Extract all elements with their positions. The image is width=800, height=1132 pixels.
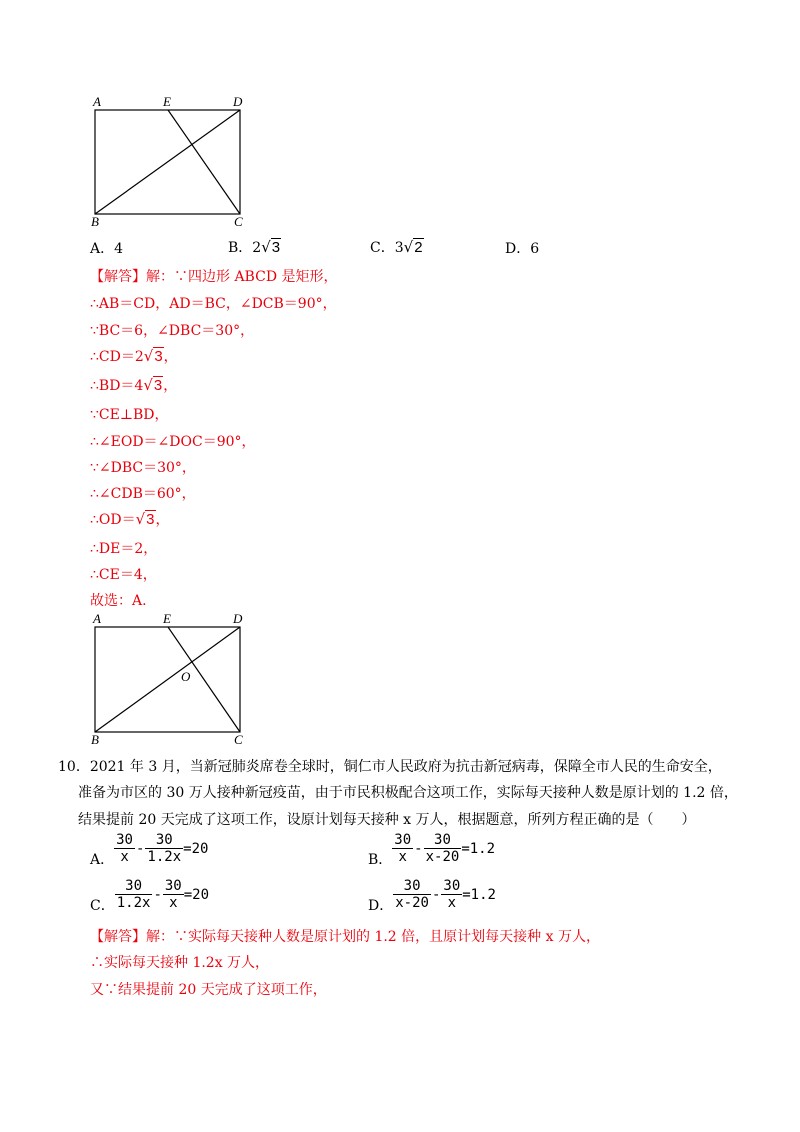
solution-line-5-radicand: 3: [153, 377, 163, 394]
numerator: 30: [394, 832, 412, 848]
solution-line-4-suffix: ，: [163, 349, 178, 365]
choice-a-value: 4: [114, 241, 124, 257]
q10-choice-b-letter: B．: [368, 852, 393, 868]
choice-d-value: 6: [530, 241, 540, 257]
label-a: A: [93, 94, 101, 109]
solution-line-1: 【解答】解：∵四边形 ABCD 是矩形，: [90, 269, 338, 285]
solution-line-12: ∴CE＝4，: [90, 567, 157, 583]
choice-b-radicand: 3: [271, 239, 281, 256]
choice-b-coef: 2: [252, 240, 262, 256]
q10-choice-b: [368, 832, 495, 869]
solution-line-5-suffix: ，: [163, 378, 178, 394]
fraction: [441, 878, 462, 911]
denominator: x: [169, 895, 178, 911]
q10-choice-a-letter: A．: [90, 852, 115, 868]
q10-solution-line-3: 又∵结果提前 20 天完成了这项工作，: [90, 982, 327, 998]
solution-line-10-prefix: ∴OD＝: [90, 512, 136, 528]
fraction: [424, 832, 462, 865]
label-d: D: [233, 94, 243, 109]
diagonal-bd-2: [95, 627, 240, 732]
question-10-line-1: 10．2021 年 3 月，当新冠肺炎席卷全球时，铜仁市人民政府为抗击新冠病毒，保障全市人民的生命安全，: [58, 759, 722, 775]
question-10-line-2: 准备为市区的 30 万人接种新冠疫苗，由于市民积极配合这项工作，实际每天接种人数是原计划的 1.2 倍，: [78, 785, 738, 801]
solution-line-11: ∴DE＝2，: [90, 541, 158, 557]
numerator: 30: [145, 832, 183, 849]
solution-line-10-radicand: 3: [146, 511, 155, 528]
sqrt-symbol: √3: [135, 510, 155, 528]
numerator: 30: [115, 878, 153, 895]
label-b: B: [91, 214, 99, 229]
q10-solution-line-2: ∴实际每天接种 1.2x 万人，: [90, 955, 270, 971]
numerator: 30: [164, 878, 182, 894]
label-c-2: C: [234, 732, 243, 747]
solution-line-3: ∵BC＝6，∠DBC＝30°，: [90, 323, 255, 339]
operator: -: [135, 840, 145, 857]
solution-line-2: ∴AB＝CD，AD＝BC，∠DCB＝90°，: [90, 296, 337, 312]
question-10-line-3: 结果提前 20 天完成了这项工作，设原计划每天接种 x 万人，根据题意，所列方程正确的是（ ）: [78, 812, 696, 828]
denominator: x: [120, 849, 129, 865]
choice-a-letter: A．: [90, 241, 115, 257]
denominator: x-20: [395, 895, 429, 911]
choice-c-letter: C．: [370, 240, 395, 256]
segment-ec-2: [168, 627, 240, 732]
sqrt-symbol: √3: [143, 376, 163, 394]
solution-line-5-prefix: ∴BD＝4: [90, 378, 144, 394]
solution-line-13: 故选：A.: [90, 593, 147, 609]
numerator: 30: [424, 832, 462, 849]
right-hand-side: =1.2: [462, 886, 496, 903]
fraction: [115, 878, 153, 911]
operator: -: [431, 886, 441, 903]
solution-line-8: ∵∠DBC＝30°，: [90, 460, 196, 476]
label-a-2: A: [93, 611, 101, 626]
sqrt-symbol: √3: [261, 238, 281, 256]
q10-choice-d-letter: D．: [368, 898, 394, 914]
denominator: 1.2x: [116, 895, 151, 911]
fraction: [114, 832, 135, 865]
operator: -: [153, 886, 162, 903]
numerator: 30: [443, 878, 461, 894]
operator: -: [414, 840, 423, 857]
solution-line-7: ∴∠EOD＝∠DOC＝90°，: [90, 434, 256, 450]
choice-c-radicand: 2: [414, 239, 423, 256]
fraction: [163, 878, 184, 911]
denominator: 1.2x: [147, 849, 182, 865]
fraction: [392, 832, 413, 865]
sqrt-symbol: √3: [143, 347, 163, 365]
label-e-2: E: [163, 611, 171, 626]
q10-solution-line-1: 【解答】解：∵实际每天接种人数是原计划的 1.2 倍，且原计划每天接种 x 万人，: [90, 929, 600, 945]
solution-line-6: ∵CE⊥BD，: [90, 407, 169, 423]
fraction: [393, 878, 431, 911]
label-o-2: O: [181, 669, 191, 684]
label-e: E: [163, 94, 171, 109]
label-c: C: [234, 214, 243, 229]
q10-choice-d: [368, 878, 496, 915]
solution-line-10-suffix: ，: [155, 512, 170, 528]
right-hand-side: =20: [183, 840, 209, 857]
q10-choice-c: [90, 878, 209, 915]
right-hand-side: =20: [183, 886, 210, 903]
denominator: x-20: [425, 849, 460, 865]
sqrt-symbol: √2: [403, 238, 423, 256]
solution-line-4-radicand: 3: [154, 348, 163, 365]
numerator: 30: [116, 832, 133, 848]
choice-b-letter: B．: [228, 240, 253, 256]
label-b-2: B: [91, 732, 99, 747]
q10-choice-a: [90, 832, 208, 869]
numerator: 30: [393, 878, 431, 895]
choice-c-coef: 3: [394, 240, 404, 256]
denominator: x: [447, 895, 457, 911]
solution-line-9: ∴∠CDB＝60°，: [90, 486, 196, 502]
choice-d-letter: D．: [505, 241, 531, 257]
solution-line-4-prefix: ∴CD＝2: [90, 349, 144, 365]
right-hand-side: =1.2: [461, 840, 496, 857]
q10-choice-c-letter: C．: [90, 898, 115, 914]
label-d-2: D: [233, 611, 243, 626]
fraction: [145, 832, 183, 865]
denominator: x: [398, 849, 407, 865]
